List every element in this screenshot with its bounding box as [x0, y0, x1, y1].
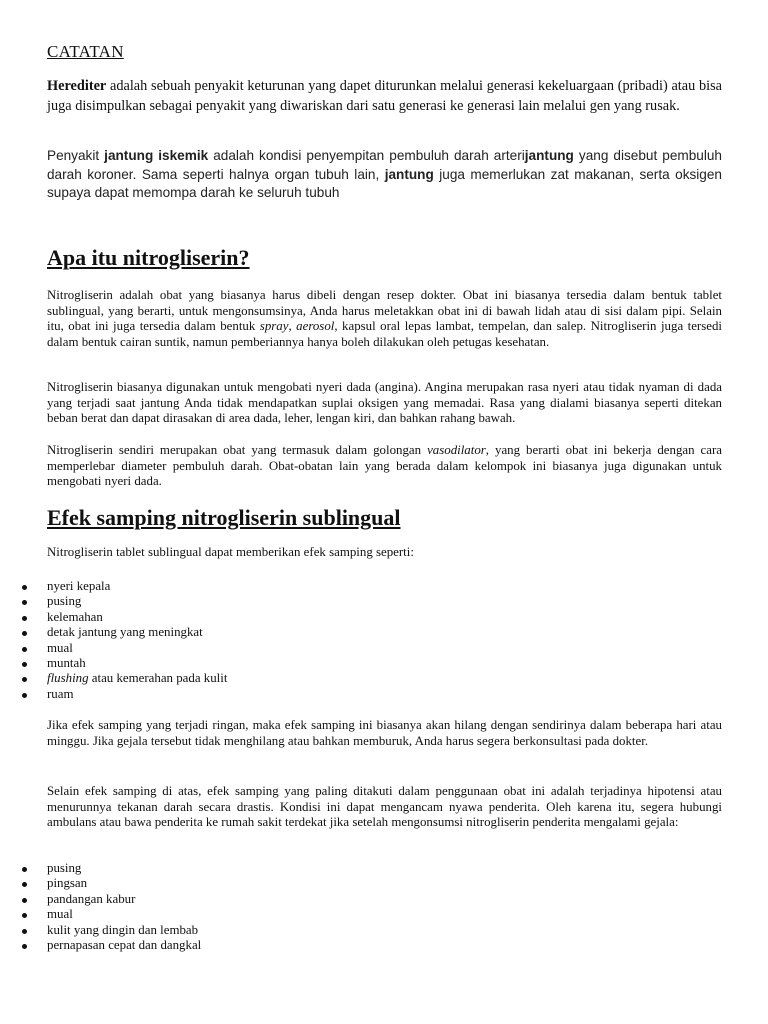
- section-heading-efek-samping: Efek samping nitrogliserin sublingual: [47, 505, 401, 530]
- list-item: flushing atau kemerahan pada kulit: [47, 671, 227, 686]
- jantung-keyword-2: jantung: [524, 148, 574, 163]
- mild-effects-paragraph: Jika efek samping yang terjadi ringan, maka efek samping ini biasanya akan hilang dengan sendirinya dalam beberapa hari atau minggu. Jika gejala tersebut tidak menghilang atau bahkan memburuk, Anda harus segera berkonsultasi pada dokter.: [47, 718, 722, 748]
- section-heading-nitrogliserin: Apa itu nitrogliserin?: [47, 245, 250, 270]
- para1-italic-aerosol: aerosol: [296, 319, 335, 333]
- list-item: pusing: [47, 861, 201, 876]
- bullet-icon: [22, 585, 27, 590]
- bullet-icon: [22, 882, 27, 887]
- list-item: mual: [47, 907, 201, 922]
- jantung-keyword-1: jantung iskemik: [104, 148, 209, 163]
- list-item: nyeri kepala: [47, 579, 227, 594]
- list-item: ruam: [47, 687, 227, 702]
- list-item: kulit yang dingin dan lembab: [47, 923, 201, 938]
- list-item: pusing: [47, 594, 227, 609]
- para1-text-b: ,: [288, 319, 297, 333]
- jantung-text-1: adalah kondisi penyempitan pembuluh darah arteri: [208, 148, 525, 163]
- list-item: kelemahan: [47, 610, 227, 625]
- para3-italic-vasodilator: vasodilator: [427, 443, 486, 457]
- list-item: mual: [47, 641, 227, 656]
- bullet-icon: [22, 647, 27, 652]
- efek-samping-intro: Nitrogliserin tablet sublingual dapat memberikan efek samping seperti:: [47, 545, 414, 559]
- para3-text-b: , yang berarti obat ini bekerja dengan cara memperlebar diameter pembuluh darah. Obat-obatan lain yang berada dalam kelompok ini biasanya juga digunakan untuk mengobati nyeri dada.: [47, 443, 722, 488]
- jantung-text-3: juga memerlukan zat makanan, serta oksigen supaya dapat memompa darah ke seluruh tubuh: [47, 166, 722, 200]
- jantung-keyword-3: jantung: [384, 166, 434, 182]
- severe-effects-paragraph: Selain efek samping di atas, efek samping yang paling ditakuti dalam penggunaan obat ini adalah terjadinya hipotensi atau menurunnya tekanan darah secara drastis. Kondisi ini dapat mengancam nyawa penderita. Oleh karena itu, segera hubungi ambulans atau bawa penderita ke rumah sakit terdekat jika setelah mengonsumsi nitrogliserin penderita mengalami gejala:: [47, 784, 722, 829]
- bullet-icon: [22, 677, 27, 682]
- bullet-icon: [22, 631, 27, 636]
- herediter-text: adalah sebuah penyakit keturunan yang dapet diturunkan melalui generasi kekeluargaan (pribadi) atau bisa juga disimpulkan sebagai penyakit yang diwariskan dari satu generasi ke generasi lain melalui gen yang rusak.: [47, 78, 722, 114]
- list-item: muntah: [47, 656, 227, 671]
- jantung-text-0: Penyakit: [47, 148, 105, 163]
- nitrogliserin-paragraph-3: [47, 443, 722, 490]
- bullet-icon: [22, 913, 27, 918]
- jantung-paragraph: [47, 147, 722, 203]
- bullet-icon: [22, 867, 27, 872]
- list-item: pingsan: [47, 876, 201, 891]
- bullet-icon: [22, 693, 27, 698]
- list-item: detak jantung yang meningkat: [47, 625, 227, 640]
- para1-italic-spray: spray: [259, 319, 289, 333]
- bullet-icon: [22, 898, 27, 903]
- list-item: pernapasan cepat dan dangkal: [47, 938, 201, 953]
- para1-text-a: Nitrogliserin adalah obat yang biasanya harus dibeli dengan resep dokter. Obat ini biasanya tersedia dalam bentuk tablet sublingual, yang berarti, untuk mengonsumsinya, Anda harus meletakkan obat ini di bawah lidah atau di sisi dalam pipi. Selain itu, obat ini juga tersedia dalam bentuk: [47, 288, 722, 333]
- side-effects-list: [47, 579, 227, 702]
- bullet-icon: [22, 944, 27, 949]
- para3-text-a: Nitrogliserin sendiri merupakan obat yang termasuk dalam golongan: [47, 443, 428, 457]
- list-item: pandangan kabur: [47, 892, 201, 907]
- jantung-text-2: yang disebut pembuluh darah koroner. Sama seperti halnya organ tubuh lain,: [47, 148, 722, 182]
- nitrogliserin-paragraph-1: [47, 288, 722, 350]
- nitrogliserin-paragraph-2: Nitrogliserin biasanya digunakan untuk mengobati nyeri dada (angina). Angina merupakan rasa nyeri atau tidak nyaman di dada yang terjadi saat jantung Anda tidak mendapatkan suplai oksigen yang memadai. Rasa yang dialami biasanya seperti ditekan beban berat dan dapat dirasakan di area dada, leher, lengan kiri, dan bahkan rahang bawah.: [47, 380, 722, 425]
- bullet-icon: [22, 616, 27, 621]
- catatan-heading: CATATAN: [47, 42, 124, 61]
- bullet-icon: [22, 600, 27, 605]
- herediter-paragraph: [47, 76, 722, 116]
- herediter-term: Herediter: [47, 78, 107, 94]
- para1-text-c: , kapsul oral lepas lambat, tempelan, dan salep. Nitrogliserin juga tersedi dalam bentuk cairan suntik, namun pemberiannya hanya boleh dilakukan oleh petugas kesehatan.: [47, 319, 722, 349]
- symptoms-list: [47, 861, 201, 953]
- bullet-icon: [22, 662, 27, 667]
- bullet-icon: [22, 929, 27, 934]
